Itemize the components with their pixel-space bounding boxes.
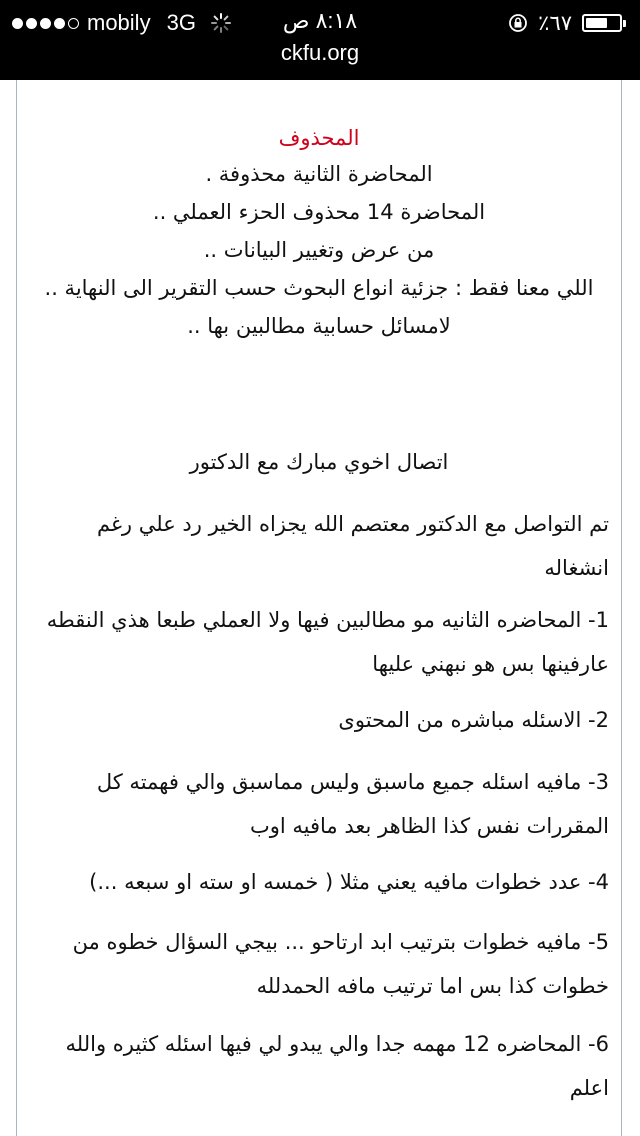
post-line: المحاضرة 14 محذوف الحزء العملي .. xyxy=(152,200,486,224)
post-line: اللي معنا فقط : جزئية انواع البحوث حسب التقرير الى النهاية .. xyxy=(44,276,594,300)
network-type: 3G xyxy=(166,10,196,35)
post-content xyxy=(16,80,622,1136)
battery-level-fill xyxy=(586,18,607,28)
post-item: 1- المحاضره الثانيه مو مطالبين فيها ولا العملي طبعا هذي النقطه عارفينها بس هو نبهني عليها xyxy=(46,608,609,676)
status-time: ٨:١٨ ص xyxy=(282,8,358,33)
post-intro: تم التواصل مع الدكتور معتصم الله يجزاه الخير رد علي رغم انشغاله xyxy=(96,512,609,580)
post-subheading: اتصال اخوي مبارك مع الدكتور xyxy=(189,450,449,474)
rotation-lock-icon xyxy=(508,13,528,33)
post-item: 6- المحاضره 12 مهمه جدا والي يبدو لي فيها اسئله كثيره والله اعلم xyxy=(65,1032,609,1100)
post-line: من عرض وتغيير البيانات .. xyxy=(203,238,435,262)
post-item: 4- عدد خطوات مافيه يعني مثلا ( خمسه او سته او سبعه ...) xyxy=(89,870,609,894)
status-bar xyxy=(0,0,640,80)
post-item: 3- مافيه اسئله جميع ماسبق وليس مماسبق والي فهمته كل المقررات نفس كذا الظاهر بعد مافيه اوب xyxy=(96,770,609,838)
post-line: لامسائل حسابية مطالبين بها .. xyxy=(187,314,451,338)
post-heading: المحذوف xyxy=(278,126,360,150)
carrier-name: mobily xyxy=(87,10,151,35)
status-right xyxy=(508,6,626,40)
post-item: 5- مافيه خطوات بترتيب ابد ارتاحو ... بيجي السؤال خطوه من خطوات كذا بس اما ترتيب مافه الحمدلله xyxy=(72,930,609,998)
post-line: المحاضرة الثانية محذوفة . xyxy=(205,162,433,186)
post-item: 2- الاسئله مباشره من المحتوى xyxy=(338,708,609,732)
address-url[interactable]: ckfu.org xyxy=(280,40,360,65)
battery-icon xyxy=(582,14,626,32)
battery-percent: ٪٦٧ xyxy=(538,11,572,35)
